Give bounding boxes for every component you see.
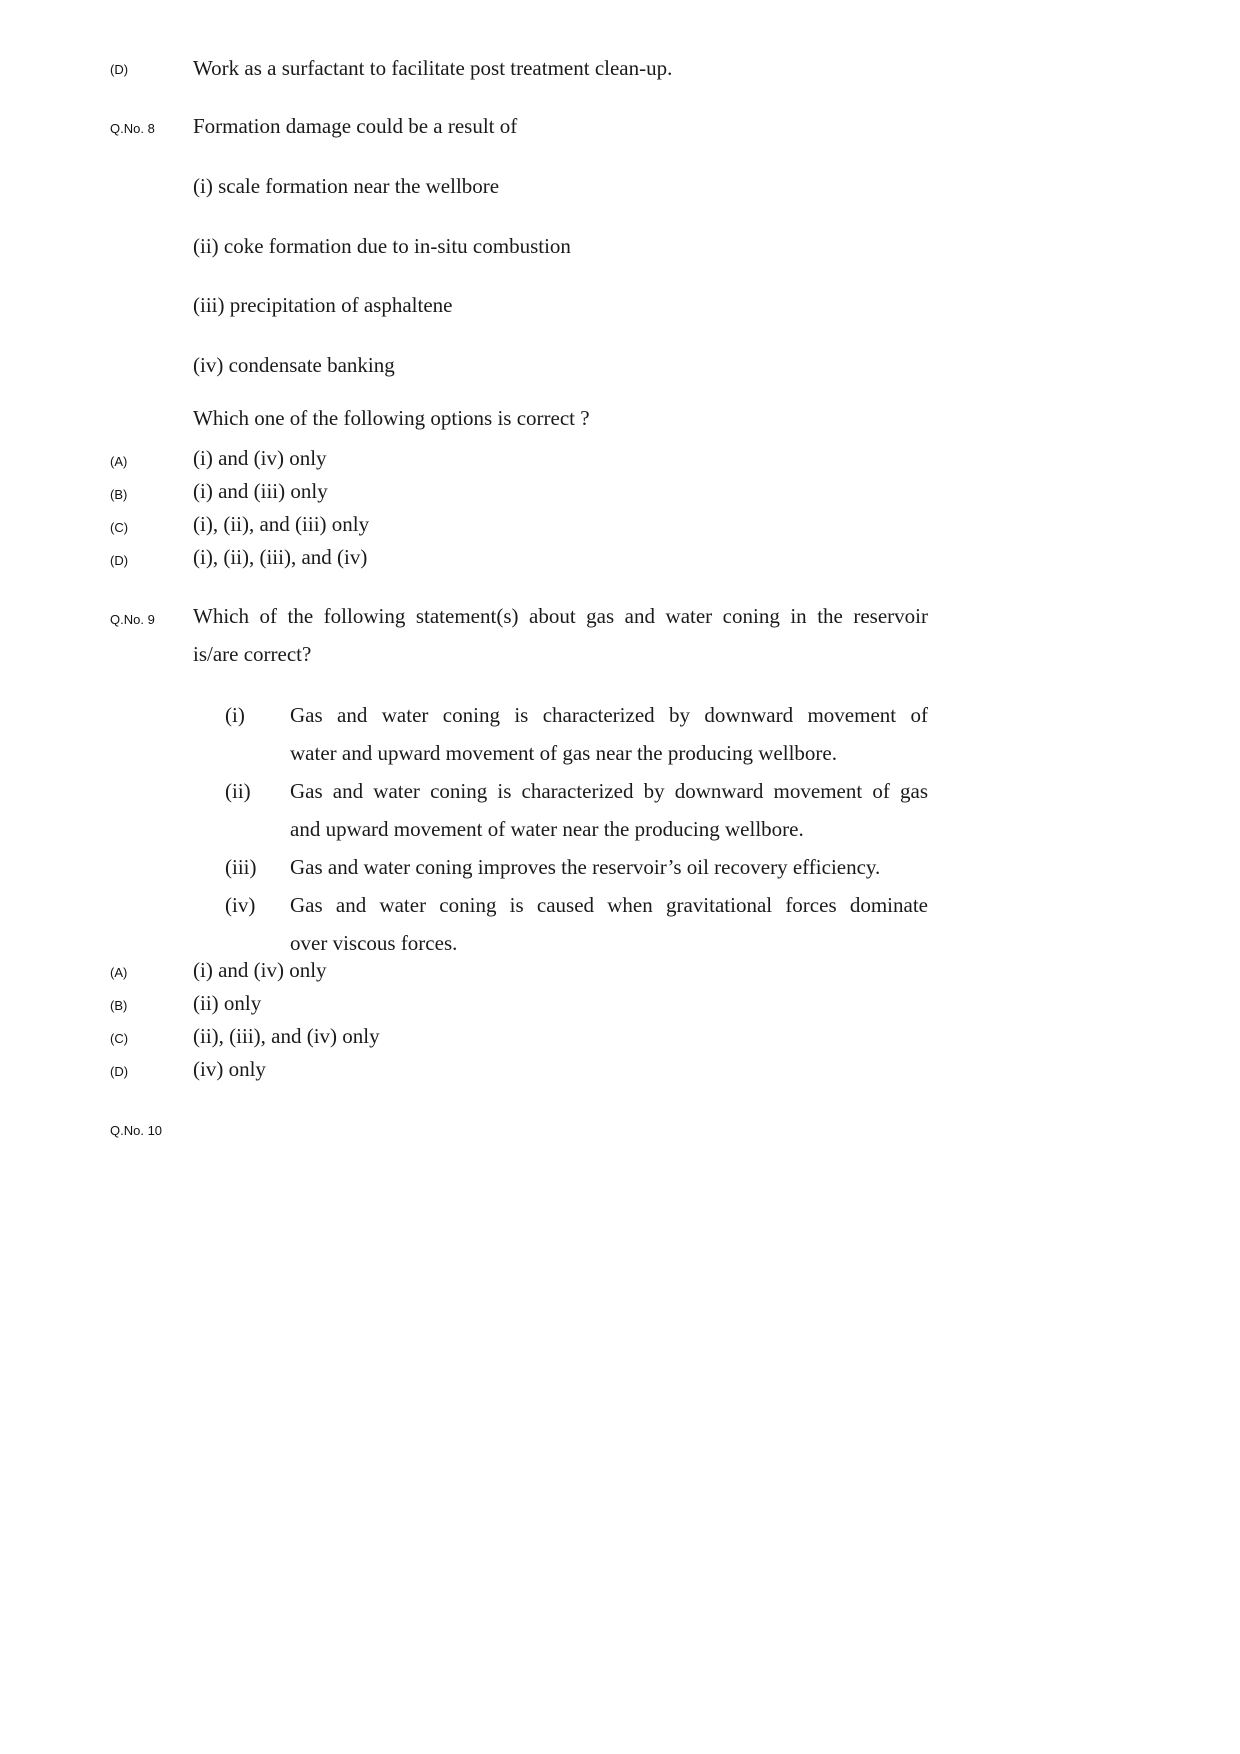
option-label: (D) [110, 1064, 129, 1079]
option-label: (D) [110, 62, 129, 77]
question-number: Q.No. 9 [110, 612, 155, 627]
statement-text-continued: over viscous forces. [290, 931, 458, 955]
list-item: (ii) coke formation due to in-situ combustion [193, 234, 571, 258]
option-label: (B) [110, 998, 128, 1013]
statement-text-continued: water and upward movement of gas near the producing wellbore. [290, 741, 837, 765]
statement-text-continued: and upward movement of water near the producing wellbore. [290, 817, 804, 841]
statement-text: Gas and water coning improves the reservoir’s oil recovery efficiency. [290, 855, 881, 879]
statement-number: (i) [225, 703, 245, 727]
option-text: (ii), (iii), and (iv) only [193, 1024, 380, 1048]
question-stem-continued: is/are correct? [193, 642, 312, 666]
list-item: (iii) precipitation of asphaltene [193, 293, 453, 317]
option-label: (B) [110, 487, 128, 502]
option-text: (i), (ii), (iii), and (iv) [193, 545, 368, 569]
question-stem: Formation damage could be a result of [193, 114, 518, 138]
question-number: Q.No. 8 [110, 121, 155, 136]
statement-number: (ii) [225, 779, 251, 803]
list-item: (i) scale formation near the wellbore [193, 174, 500, 198]
option-text: (iv) only [193, 1057, 266, 1081]
option-text: Work as a surfactant to facilitate post treatment clean-up. [193, 56, 673, 80]
question-stem: Which of the following statement(s) about gas and water coning in the reservoir [193, 604, 928, 628]
statement-text: Gas and water coning is caused when gravitational forces dominate [290, 893, 928, 917]
question-prompt: Which one of the following options is correct ? [193, 406, 590, 430]
list-item: (iv) condensate banking [193, 353, 395, 377]
statement-text: Gas and water coning is characterized by downward movement of gas [290, 779, 928, 803]
statement-text: Gas and water coning is characterized by downward movement of [290, 703, 928, 727]
option-text: (i) and (iv) only [193, 446, 327, 470]
question-number: Q.No. 10 [110, 1123, 163, 1138]
option-text: (i) and (iv) only [193, 958, 327, 982]
option-text: (i), (ii), and (iii) only [193, 512, 370, 536]
option-label: (C) [110, 520, 129, 535]
option-label: (A) [110, 454, 128, 469]
option-label: (A) [110, 965, 128, 980]
option-text: (i) and (iii) only [193, 479, 328, 503]
statement-number: (iii) [225, 855, 257, 879]
option-text: (ii) only [193, 991, 262, 1015]
option-label: (D) [110, 553, 129, 568]
statement-number: (iv) [225, 893, 256, 917]
option-label: (C) [110, 1031, 129, 1046]
